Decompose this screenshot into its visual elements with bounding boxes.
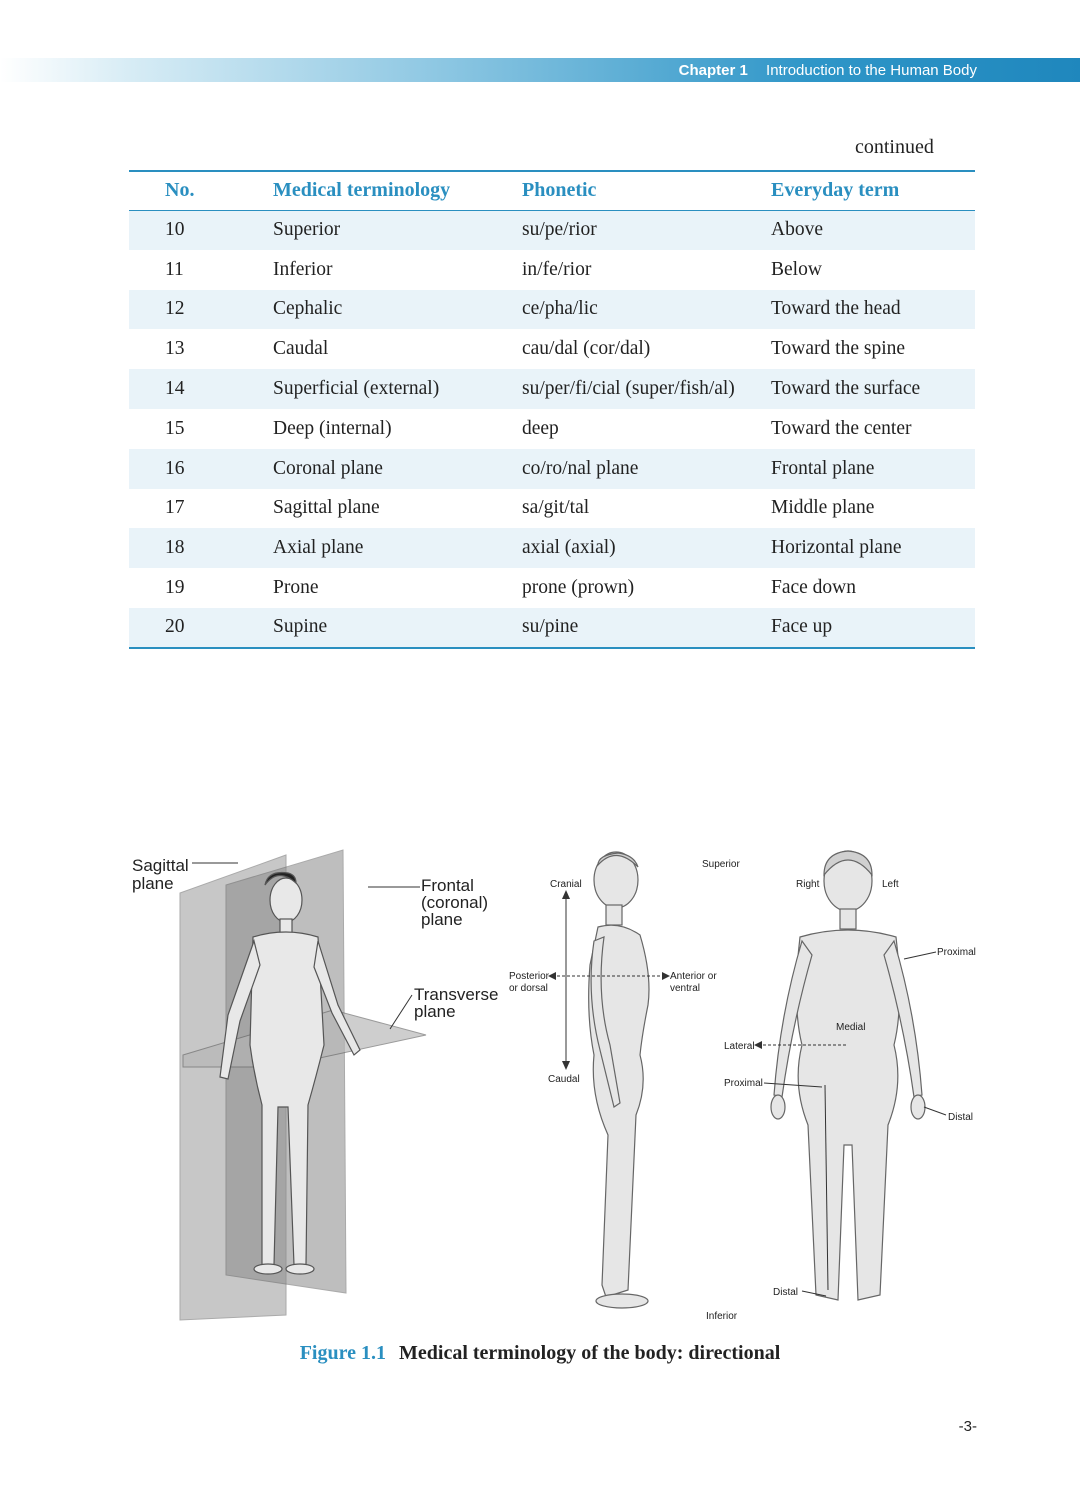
body-figure-front <box>771 851 925 1300</box>
label-left: Left <box>882 879 899 890</box>
cell-term: Inferior <box>273 258 333 280</box>
cell-phonetic: co/ro/nal plane <box>522 457 639 479</box>
chapter-number: Chapter 1 <box>678 62 748 79</box>
cell-everyday: Frontal plane <box>771 457 875 479</box>
caudal-arrowhead <box>562 1061 570 1070</box>
cell-no: 18 <box>165 537 185 559</box>
cell-term: Sagittal plane <box>273 497 380 519</box>
figure-caption-text: Medical terminology of the body: directional <box>399 1342 781 1364</box>
label-frontal-3: plane <box>421 910 463 929</box>
cell-everyday: Toward the surface <box>771 378 921 400</box>
label-frontal-2: (coronal) <box>421 893 489 912</box>
cell-no: 10 <box>165 219 185 241</box>
label-posterior-1: Posterior <box>509 971 550 982</box>
cell-no: 19 <box>165 577 185 599</box>
table-row <box>129 250 975 290</box>
table-row <box>129 449 975 489</box>
label-medial: Medial <box>836 1022 866 1033</box>
cell-term: Deep (internal) <box>273 417 392 439</box>
label-frontal-1: Frontal <box>421 876 474 895</box>
cell-no: 20 <box>165 616 185 638</box>
cell-term: Caudal <box>273 338 329 360</box>
table-row <box>129 210 975 250</box>
proximal-top-pointer <box>904 952 936 959</box>
page-number: -3- <box>958 1418 977 1435</box>
label-sagittal-2: plane <box>132 874 174 893</box>
table-header-row <box>129 171 975 210</box>
label-distal-bottom: Distal <box>773 1287 799 1298</box>
cell-everyday: Below <box>771 258 822 280</box>
posterior-arrowhead <box>548 972 556 980</box>
cell-no: 13 <box>165 338 185 360</box>
side-view-illustration <box>509 852 740 1322</box>
table-row <box>129 409 975 449</box>
cell-phonetic: ce/pha/lic <box>522 298 598 320</box>
lateral-arrowhead <box>754 1041 762 1049</box>
anterior-arrowhead <box>662 972 670 980</box>
cell-everyday: Middle plane <box>771 497 875 519</box>
cell-term: Cephalic <box>273 298 343 320</box>
cell-term: Supine <box>273 616 328 638</box>
label-transverse-2: plane <box>414 1002 456 1021</box>
label-caudal: Caudal <box>548 1074 580 1085</box>
label-proximal-top: Proximal <box>937 947 976 958</box>
label-lateral: Lateral <box>724 1041 755 1052</box>
label-right: Right <box>796 879 820 890</box>
chapter-title: Introduction to the Human Body <box>766 62 977 79</box>
cell-everyday: Horizontal plane <box>771 537 902 559</box>
directional-terminology-figure <box>128 845 980 1325</box>
front-view-illustration <box>724 851 976 1300</box>
cell-everyday: Above <box>771 219 823 241</box>
cell-term: Superficial (external) <box>273 378 440 400</box>
table-row <box>129 329 975 369</box>
body-figure-side <box>589 852 649 1308</box>
label-sagittal-1: Sagittal <box>132 856 189 875</box>
chapter-header <box>679 61 977 81</box>
header-no: No. <box>165 179 195 202</box>
table-row <box>129 369 975 409</box>
cranial-arrowhead <box>562 890 570 899</box>
cell-everyday: Face up <box>771 616 833 638</box>
header-phonetic: Phonetic <box>522 179 597 202</box>
label-superior: Superior <box>702 859 740 870</box>
header-everyday-term: Everyday term <box>771 179 900 202</box>
cell-no: 15 <box>165 417 185 439</box>
body-planes-illustration <box>132 850 498 1320</box>
cell-term: Coronal plane <box>273 457 383 479</box>
cell-no: 12 <box>165 298 185 320</box>
distal-side-pointer <box>924 1107 946 1115</box>
figure-caption <box>0 1342 1080 1365</box>
cell-phonetic: su/pine <box>522 616 579 638</box>
cell-phonetic: deep <box>522 417 559 439</box>
terminology-table <box>129 170 975 649</box>
label-distal-side: Distal <box>948 1112 974 1123</box>
cell-everyday: Face down <box>771 577 857 599</box>
table-row <box>129 568 975 608</box>
label-transverse-1: Transverse <box>414 985 499 1004</box>
table-row <box>129 290 975 330</box>
cell-no: 17 <box>165 497 185 519</box>
table-row <box>129 528 975 568</box>
cell-everyday: Toward the spine <box>771 338 906 360</box>
transverse-pointer-line <box>390 995 412 1029</box>
cell-no: 16 <box>165 457 185 479</box>
cell-term: Axial plane <box>273 537 364 559</box>
table-row <box>129 489 975 529</box>
figure-number: Figure 1.1 <box>299 1342 387 1364</box>
cell-phonetic: su/per/fi/cial (super/fish/al) <box>522 378 735 400</box>
label-proximal-low: Proximal <box>724 1078 763 1089</box>
label-cranial: Cranial <box>550 879 582 890</box>
cell-no: 14 <box>165 378 185 400</box>
cell-phonetic: cau/dal (cor/dal) <box>522 338 651 360</box>
label-inferior: Inferior <box>706 1311 738 1322</box>
table-row <box>129 608 975 648</box>
cell-everyday: Toward the head <box>771 298 901 320</box>
label-posterior-2: or dorsal <box>509 983 548 994</box>
cell-no: 11 <box>165 258 184 280</box>
cell-everyday: Toward the center <box>771 417 912 439</box>
continued-label: continued <box>855 136 934 158</box>
label-anterior-2: ventral <box>670 983 701 994</box>
cell-phonetic: sa/git/tal <box>522 497 590 519</box>
cell-term: Prone <box>273 577 319 599</box>
cell-phonetic: axial (axial) <box>522 537 616 559</box>
label-anterior-1: Anterior or <box>670 971 717 982</box>
cell-phonetic: in/fe/rior <box>522 258 592 280</box>
cell-term: Superior <box>273 219 341 241</box>
cell-phonetic: prone (prown) <box>522 577 635 599</box>
header-medical-terminology: Medical terminology <box>273 179 451 202</box>
cell-phonetic: su/pe/rior <box>522 219 597 241</box>
